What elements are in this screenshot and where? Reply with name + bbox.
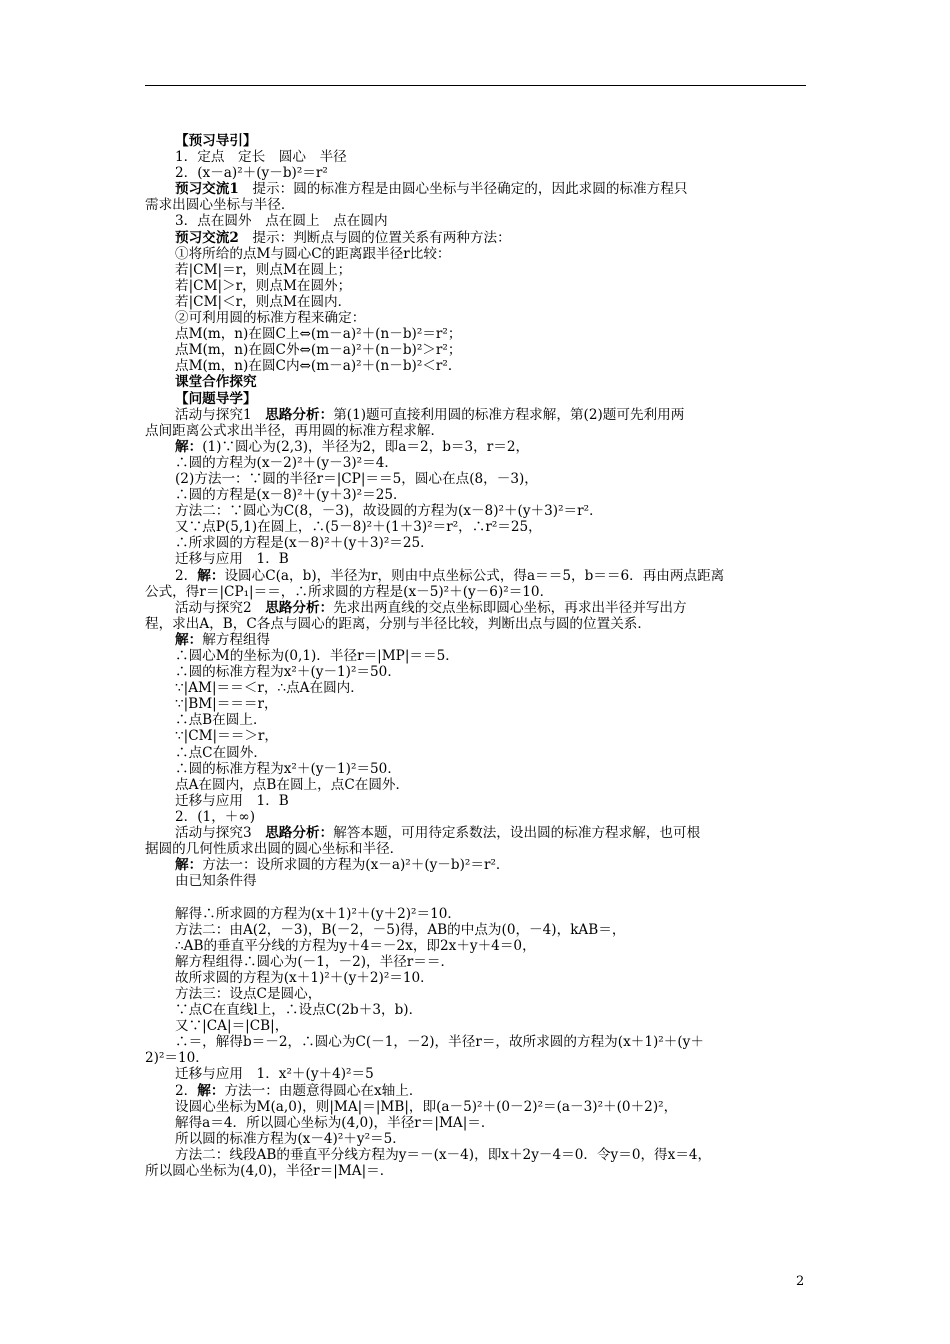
bold-lead: 解： [175,438,203,455]
text-line: 【预习导引】 [175,133,257,149]
line-rest: 方法一：设所求圆的方程为(x－a)²＋(y－b)²＝r²． [202,857,510,874]
text-line: ∵|AM|＝＝＜r，∴点A在圆内． [175,680,364,697]
bold-lead: 思路分析： [265,825,334,842]
text-line: 若|CM|＞r，则点M在圆外； [175,277,352,294]
line-prefix: 2． [175,567,198,584]
text-line: 方法三：设点C是圆心， [175,985,322,1002]
text-line: ∴AB的垂直平分线的方程为y＋4＝－2x，即2x＋y＋4＝0， [175,937,536,954]
bold-lead: 预习交流2 [175,229,239,246]
text-line: 解得a＝4．所以圆心坐标为(4,0)，半径r＝|MA|＝． [175,1114,495,1131]
text-line: 由已知条件得 [175,873,257,890]
text-line: 解方程组得∴圆心为(－1，－2)，半径r＝＝． [175,953,455,970]
text-line: 3．点在圆外 点在圆上 点在圆内 [175,213,388,230]
bold-lead: 解： [175,631,203,648]
text-line: 所以圆的标准方程为(x－4)²＋y²＝5． [175,1130,406,1147]
text-line [145,439,810,455]
bold-lead: 预习交流1 [175,181,239,198]
text-line: 方法二：∵圆心为C(8，－3)，故设圆的方程为(x－8)²＋(y＋3)²＝r²． [175,503,603,520]
page-number: 2 [796,1274,805,1289]
line-prefix: 活动与探究2 [175,599,266,616]
text-line: ∴所求圆的方程是(x－8)²＋(y＋3)²＝25． [175,535,434,552]
text-line: ∴圆心M的坐标为(0,1)．半径r＝|MP|＝＝5． [175,648,459,664]
text-line [145,857,810,873]
line-rest: 解答本题，可用待定系数法，设出圆的标准方程求解，也可根 [333,825,701,842]
text-line: 点间距离公式求出半径，再用圆的标准方程求解． [145,422,445,439]
text-line [145,230,810,246]
text-line: 迁移与应用 1．B [175,792,289,809]
line-rest: 先求出两直线的交点坐标即圆心坐标，再求出半径并写出方 [333,599,687,616]
text-line: ∴圆的标准方程为x²＋(y－1)²＝50． [175,664,401,681]
text-line: ∴圆的方程为(x－2)²＋(y－3)²＝4． [175,454,398,471]
text-line: 设圆心坐标为M(a,0)，则|MA|＝|MB|，即(a－5)²＋(0－2)²＝(a－3)²＋(0＋2)²， [175,1098,678,1115]
line-prefix: 活动与探究3 [175,825,266,842]
text-line: 2．(x－a)²＋(y－b)²＝r² [175,165,328,182]
line-rest: 提示：圆的标准方程是由圆心坐标与半径确定的，因此求圆的标准方程只 [238,181,688,198]
text-line: 方法二：线段AB的垂直平分线方程为y＝－(x－4)，即x＋2y－4＝0．令y＝0，得x＝4， [175,1146,712,1163]
text-line: 方法二：由A(2，－3)，B(－2，－5)得，AB的中点为(0，－4)，kAB＝， [175,921,626,938]
line-prefix: 2． [175,1082,198,1099]
text-line: 2)²＝10． [145,1050,209,1067]
text-line: 公式，得r＝|CP₁|＝＝，∴所求圆的方程是(x－5)²＋(y－6)²＝10． [145,583,554,600]
text-line: 故所求圆的方程为(x＋1)²＋(y＋2)²＝10． [175,969,434,986]
text-line: 迁移与应用 1．B [175,551,289,568]
text-line: 点A在圆内，点B在圆上，点C在圆外． [175,776,410,793]
bold-lead: 思路分析： [265,599,334,616]
document-body [145,133,810,1179]
text-line: 点M(m，n)在圆C外⇔(m－a)²＋(n－b)²＞r²； [175,342,462,359]
text-line: ∴圆的方程是(x－8)²＋(y＋3)²＝25． [175,487,407,504]
bold-lead: 解： [175,857,203,874]
bold-lead: 解： [197,567,225,584]
text-line: 若|CM|＜r，则点M在圆内． [175,293,352,310]
text-line: 点M(m，n)在圆C上⇔(m－a)²＋(n－b)²＝r²； [175,326,462,343]
bold-lead: 思路分析： [265,406,334,423]
line-rest: 第(1)题可直接利用圆的标准方程求解，第(2)题可先利用两 [333,406,685,423]
text-line: 若|CM|＝r，则点M在圆上； [175,261,352,278]
text-line: 点M(m，n)在圆C内⇔(m－a)²＋(n－b)²＜r²． [175,358,462,375]
text-line: (2)方法一：∵圆的半径r＝|CP|＝＝5，圆心在点(8，－3)， [175,470,538,487]
line-rest: 提示：判断点与圆的位置关系有两种方法： [238,229,511,246]
text-line: 【问题导学】 [175,390,257,407]
text-line: ①将所给的点M与圆心C的距离跟半径r比较： [175,245,451,262]
text-line: ∴点C在圆外． [175,744,267,761]
text-line: 1．定点 定长 圆心 半径 [175,149,347,166]
text-line: 需求出圆心坐标与半径． [145,197,295,214]
text-line: 程，求出A，B，C各点与圆心的距离，分别与半径比较，判断出点与圆的位置关系． [145,615,651,632]
text-line: 所以圆心坐标为(4,0)，半径r＝|MA|＝． [145,1163,394,1179]
text-line: 2．(1，＋∞) [175,808,256,825]
text-line: ∴圆的标准方程为x²＋(y－1)²＝50． [175,760,401,777]
text-line: 又∵|CA|＝|CB|， [175,1018,289,1035]
text-line [145,825,810,841]
text-line [145,632,810,648]
text-line: 据圆的几何性质求出圆的圆心坐标和半径． [145,841,404,858]
text-line [145,568,810,584]
line-prefix: 活动与探究1 [175,406,266,423]
text-line [145,600,810,616]
text-line: 课堂合作探究 [175,374,257,391]
text-line: ∵点C在直线l上，∴设点C(2b＋3，b)． [175,1002,423,1019]
text-line [145,407,810,423]
text-line: ②可利用圆的标准方程来确定： [175,310,366,327]
line-rest: (1)∵圆心为(2,3)，半径为2，即a＝2，b＝3，r＝2， [202,438,530,455]
text-line: ∴＝，解得b＝－2，∴圆心为C(－1，－2)，半径r＝，故所求圆的方程为(x＋1)²＋(y＋ [175,1034,704,1051]
text-line [145,181,810,197]
line-rest: 方法一：由题意得圆心在x轴上． [224,1082,423,1099]
text-line: 又∵点P(5,1)在圆上，∴(5－8)²＋(1＋3)²＝r²，∴r²＝25， [175,519,542,536]
line-rest: 设圆心C(a，b)，半径为r，则由中点坐标公式，得a＝＝5，b＝＝6．再由两点距离 [224,567,725,584]
text-line [145,1083,810,1099]
blank-line [145,889,810,905]
text-line: ∵|BM|＝＝＝r， [175,696,278,713]
line-rest: 解方程组得 [202,631,271,648]
text-line: ∴点B在圆上． [175,712,267,729]
text-line: 解得∴所求圆的方程为(x＋1)²＋(y＋2)²＝10． [175,905,461,922]
text-line: ∵|CM|＝＝＞r， [175,728,279,745]
bold-lead: 解： [197,1082,225,1099]
text-line: 迁移与应用 1．x²＋(y＋4)²＝5 [175,1066,374,1083]
header-rule [145,85,806,86]
